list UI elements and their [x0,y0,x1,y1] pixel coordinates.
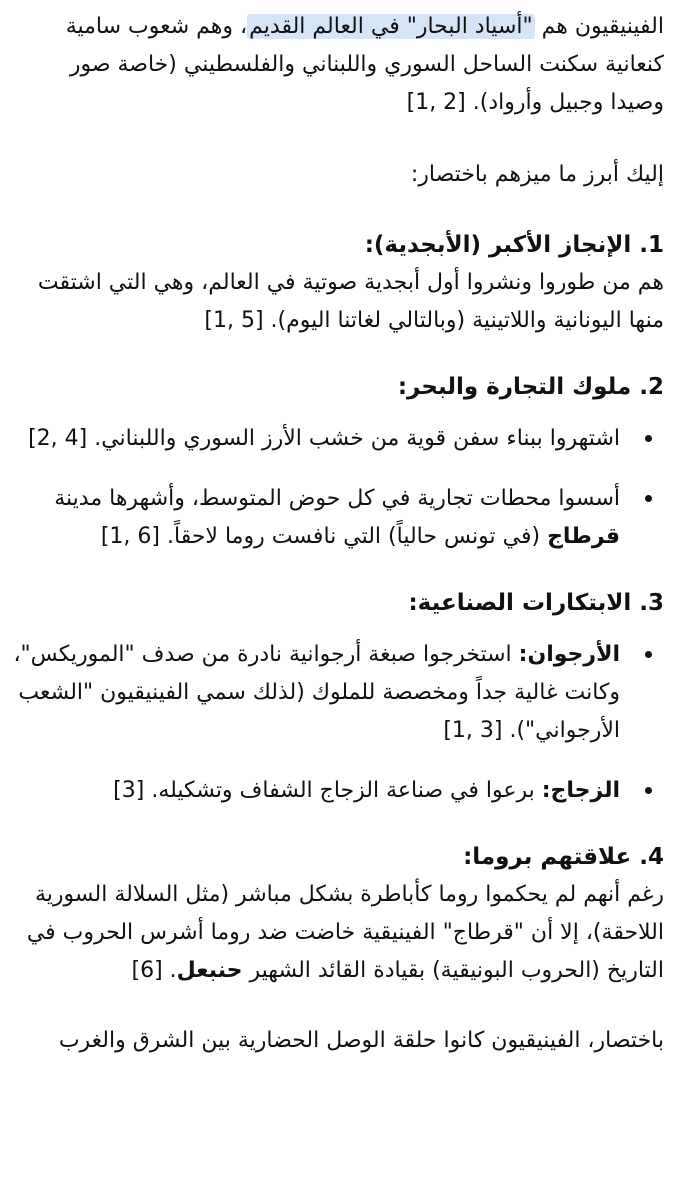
bold-term: الزجاج: [541,778,620,803]
section-heading-alphabet: 1. الإنجاز الأكبر (الأبجدية): [364,232,664,258]
list-item [12,420,664,458]
citation[interactable]: [6] [131,958,163,983]
intro-paragraph [12,8,664,122]
section-body-alphabet [12,264,664,340]
section-heading-rome: 4. علاقتهم بروما: [463,844,664,870]
section-heading-industry: 3. الابتكارات الصناعية: [408,590,664,616]
bold-term: حنبعل [176,958,243,983]
bold-term: قرطاج [547,524,620,549]
bullet-icon [645,651,652,658]
section-body-rome [12,876,664,990]
citation[interactable]: [2, 4] [28,426,88,451]
citation[interactable]: [3] [113,778,145,803]
citation[interactable]: [1, 5] [204,308,264,333]
bullet-list-industry [12,636,664,810]
list-item [12,636,664,750]
bullet-list-trade [12,420,664,556]
closing-paragraph: باختصار، الفينيقيون كانوا حلقة الوصل الحضارية بين الشرق والغرب [58,1028,664,1053]
list-item [12,480,664,556]
section-heading-trade: 2. ملوك التجارة والبحر: [397,374,664,400]
intro-text-end: ، وهم شعوب سامية كنعانية سكنت الساحل السوري واللبناني والفلسطيني (خاصة صور وصيدا وجبيل وأرواد). [65,14,664,115]
citation[interactable]: [1, 2] [406,90,466,115]
bullet-icon [645,495,652,502]
list-item-text: استخرجوا صبغة أرجوانية نادرة من صدف "الموريكس"، وكانت غالية جداً ومخصصة للملوك (لذلك سمي الفينيقيون "الشعب الأرجواني"). [13,642,620,743]
section-text: رغم أنهم لم يحكموا روما كأباطرة بشكل مباشر (مثل السلالة السورية اللاحقة)، إلا أن "قرطاج" الفينيقية خاضت ضد روما أشرس الحروب في التاريخ (الحروب البونيقية) بقيادة القائد الشهير [26,882,664,983]
lead-line: إليك أبرز ما ميزهم باختصار: [410,162,664,187]
list-item-text: اشتهروا ببناء سفن قوية من خشب الأرز السوري واللبناني. [94,426,620,451]
bold-term: الأرجوان: [518,642,620,667]
section-text: هم من طوروا ونشروا أول أبجدية صوتية في العالم، وهي التي اشتقت منها اليونانية واللاتينية (وبالتالي لغاتنا اليوم). [37,270,664,333]
list-item-text: (في تونس حالياً) التي نافست روما لاحقاً. [167,524,548,549]
list-item-text: برعوا في صناعة الزجاج الشفاف وتشكيله. [151,778,542,803]
highlighted-phrase[interactable]: "أسياد البحار" في العالم القديم [249,14,533,39]
section-text: . [169,958,177,983]
bullet-icon [645,787,652,794]
intro-text-start: الفينيقيون هم [534,14,664,39]
bullet-icon [645,435,652,442]
citation[interactable]: [1, 3] [443,718,503,743]
list-item [12,772,664,810]
list-item-text: أسسوا محطات تجارية في كل حوض المتوسط، وأشهرها مدينة [54,486,620,511]
citation[interactable]: [1, 6] [100,524,160,549]
